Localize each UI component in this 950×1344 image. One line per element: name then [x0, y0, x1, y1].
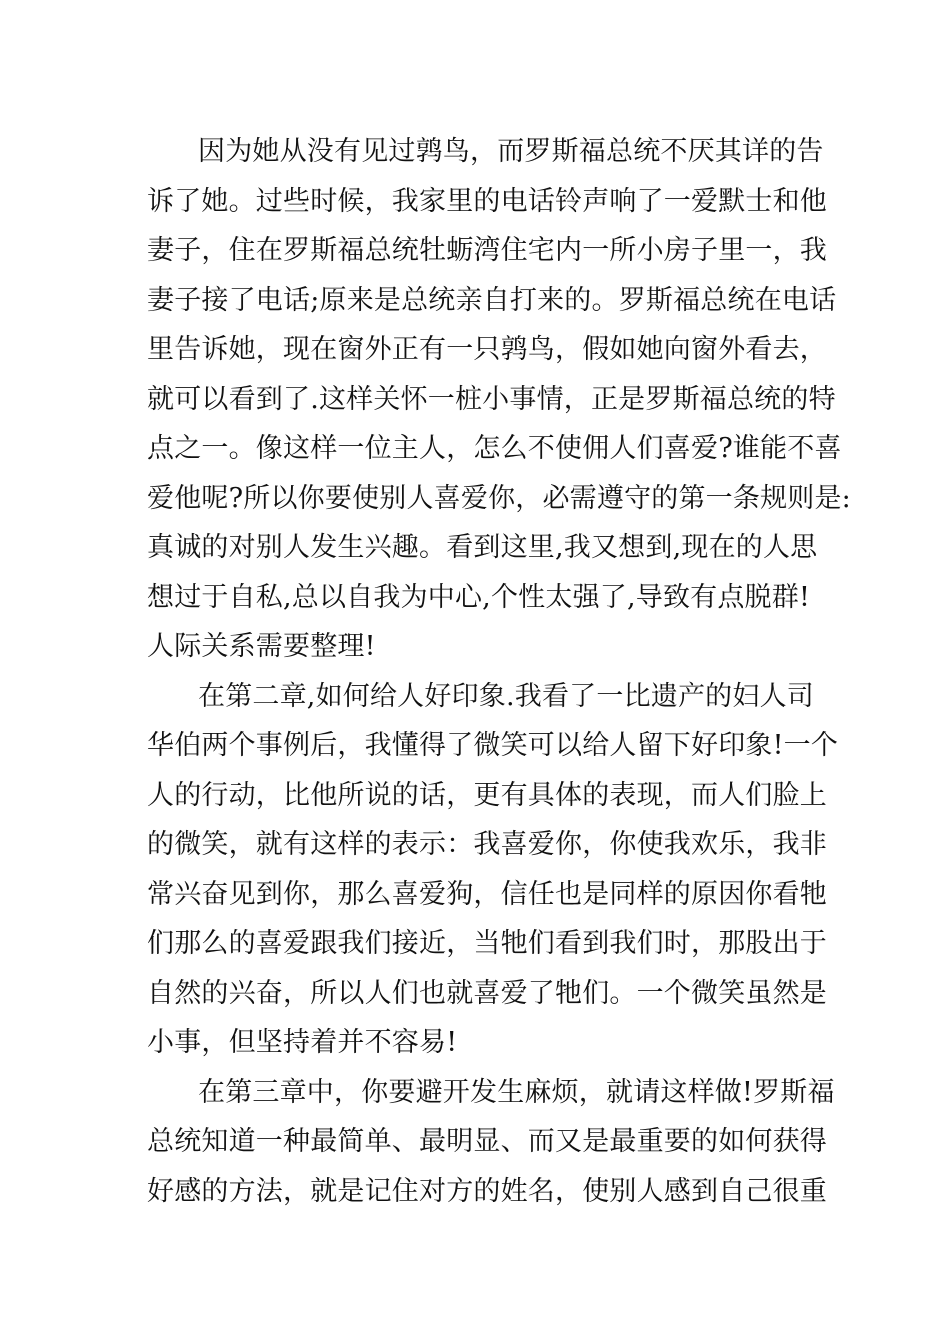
text-line: 诉了她。过些时候，我家里的电话铃声响了一爱默士和他	[147, 186, 827, 217]
text-line: 华伯两个事例后，我懂得了微笑可以给人留下好印象!一个	[147, 730, 839, 761]
text-line: 妻子，住在罗斯福总统牡蛎湾住宅内一所小房子里一，我	[147, 235, 827, 266]
text-line: 的微笑，就有这样的表示：我喜爱你，你使我欢乐，我非	[147, 829, 827, 860]
text-line: 们那么的喜爱跟我们接近，当牠们看到我们时，那股出于	[147, 928, 827, 959]
text-line: 人的行动，比他所说的话，更有具体的表现，而人们脸上	[147, 780, 827, 811]
text-line: 因为她从没有见过鹑鸟，而罗斯福总统不厌其详的告	[198, 136, 824, 167]
text-line: 在第二章,如何给人好印象.我看了一比遗产的妇人司	[198, 681, 814, 712]
text-line: 小事，但坚持着并不容易!	[147, 1027, 458, 1058]
text-line: 在第三章中，你要避开发生麻烦，就请这样做!罗斯福	[198, 1077, 835, 1108]
text-line: 里告诉她，现在窗外正有一只鹑鸟，假如她向窗外看去，	[147, 334, 827, 365]
text-line: 就可以看到了.这样关怀一桩小事情，正是罗斯福总统的特	[147, 384, 836, 415]
text-line: 想过于自私,总以自我为中心,个性太强了,导致有点脱群!	[147, 582, 810, 613]
text-line: 爱他呢?所以你要使别人喜爱你，必需遵守的第一条规则是:	[147, 483, 851, 514]
text-line: 人际关系需要整理!	[147, 631, 376, 662]
text-line: 好感的方法，就是记住对方的姓名，使别人感到自己很重	[147, 1176, 827, 1207]
text-line: 真诚的对别人发生兴趣。看到这里,我又想到,现在的人思	[147, 532, 818, 563]
text-line: 点之一。像这样一位主人，怎么不使佣人们喜爱?谁能不喜	[147, 433, 842, 464]
text-line: 妻子接了电话;原来是总统亲自打来的。罗斯福总统在电话	[147, 285, 837, 316]
text-line: 自然的兴奋，所以人们也就喜爱了牠们。一个微笑虽然是	[147, 978, 827, 1009]
text-line: 总统知道一种最简单、最明显、而又是最重要的如何获得	[147, 1126, 827, 1157]
text-line: 常兴奋见到你，那么喜爱狗，信任也是同样的原因你看牠	[147, 879, 827, 910]
